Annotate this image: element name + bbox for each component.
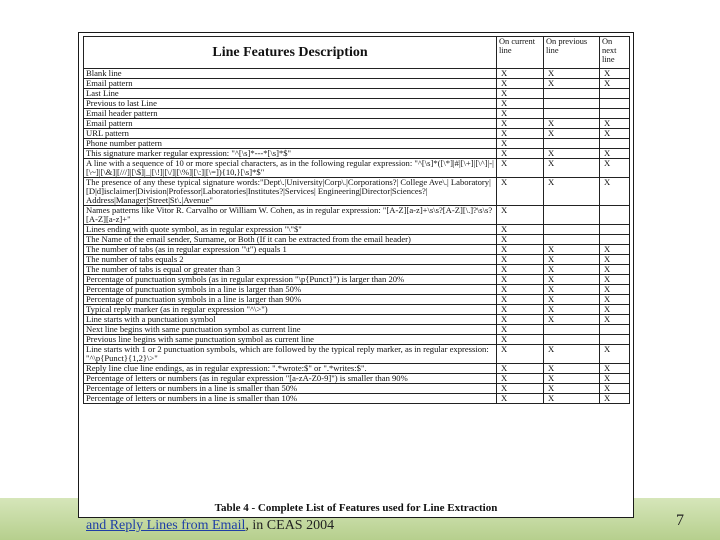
next-line-cell: X <box>600 364 630 374</box>
next-line-cell <box>600 206 630 225</box>
current-line-cell: X <box>497 159 544 178</box>
table-row <box>84 225 630 235</box>
previous-line-cell <box>544 139 600 149</box>
next-line-cell: X <box>600 394 630 404</box>
next-line-cell: X <box>600 255 630 265</box>
feature-cell: The presence of any these typical signature words:"Dept\.|University|Corp\.|Corporations?| College Ave\.| Laboratory|[D|d]isclaimer|Division|Professor|Laboratories|Institutes?|Services| Engineering|Director|Sciences?| Address|Manager|Street|St\.|Avenue" <box>84 178 497 206</box>
previous-line-cell <box>544 335 600 345</box>
table-caption: Table 4 - Complete List of Features used for Line Extraction <box>214 502 498 514</box>
table-row <box>84 99 630 109</box>
column-header-next: On next line <box>600 37 630 69</box>
table-row <box>84 159 630 178</box>
table-row <box>84 109 630 119</box>
table-row <box>84 305 630 315</box>
previous-line-cell: X <box>544 255 600 265</box>
current-line-cell: X <box>497 285 544 295</box>
previous-line-cell: X <box>544 129 600 139</box>
citation-link[interactable]: and Reply Lines from Email <box>86 518 246 533</box>
current-line-cell: X <box>497 129 544 139</box>
table-row <box>84 364 630 374</box>
feature-cell: Previous to last Line <box>84 99 497 109</box>
feature-cell: Phone number pattern <box>84 139 497 149</box>
next-line-cell <box>600 335 630 345</box>
table-row <box>84 325 630 335</box>
current-line-cell: X <box>497 305 544 315</box>
previous-line-cell: X <box>544 374 600 384</box>
next-line-cell <box>600 325 630 335</box>
current-line-cell: X <box>497 384 544 394</box>
previous-line-cell <box>544 325 600 335</box>
previous-line-cell: X <box>544 295 600 305</box>
current-line-cell: X <box>497 255 544 265</box>
column-header-current: On current line <box>497 37 544 69</box>
current-line-cell: X <box>497 235 544 245</box>
previous-line-cell <box>544 206 600 225</box>
next-line-cell: X <box>600 69 630 79</box>
next-line-cell: X <box>600 345 630 364</box>
next-line-cell <box>600 235 630 245</box>
next-line-cell: X <box>600 178 630 206</box>
current-line-cell: X <box>497 99 544 109</box>
previous-line-cell <box>544 99 600 109</box>
current-line-cell: X <box>497 374 544 384</box>
table-header-row <box>84 37 630 69</box>
feature-cell: Reply line clue line endings, as in regular expression: ".*wrote:$" or ".*writes:$". <box>84 364 497 374</box>
features-table <box>83 36 630 404</box>
next-line-cell: X <box>600 149 630 159</box>
feature-cell: The Name of the email sender, Surname, or Both (If it can be extracted from the email header) <box>84 235 497 245</box>
current-line-cell: X <box>497 245 544 255</box>
table-row <box>84 384 630 394</box>
table-row <box>84 129 630 139</box>
next-line-cell: X <box>600 245 630 255</box>
feature-cell: Next line begins with same punctuation symbol as current line <box>84 325 497 335</box>
feature-cell: Email pattern <box>84 119 497 129</box>
table-row <box>84 315 630 325</box>
previous-line-cell <box>544 109 600 119</box>
next-line-cell <box>600 89 630 99</box>
feature-cell: Percentage of punctuation symbols in a line is larger than 90% <box>84 295 497 305</box>
current-line-cell: X <box>497 345 544 364</box>
next-line-cell <box>600 139 630 149</box>
current-line-cell: X <box>497 109 544 119</box>
current-line-cell: X <box>497 364 544 374</box>
next-line-cell: X <box>600 275 630 285</box>
feature-cell: Percentage of letters or numbers in a line is smaller than 10% <box>84 394 497 404</box>
current-line-cell: X <box>497 295 544 305</box>
previous-line-cell: X <box>544 245 600 255</box>
feature-cell: Email header pattern <box>84 109 497 119</box>
previous-line-cell: X <box>544 384 600 394</box>
table-row <box>84 149 630 159</box>
current-line-cell: X <box>497 206 544 225</box>
feature-cell: Blank line <box>84 69 497 79</box>
previous-line-cell <box>544 235 600 245</box>
table-title: Line Features Description <box>84 37 497 69</box>
current-line-cell: X <box>497 335 544 345</box>
next-line-cell: X <box>600 384 630 394</box>
previous-line-cell: X <box>544 285 600 295</box>
previous-line-cell: X <box>544 119 600 129</box>
table-row <box>84 89 630 99</box>
feature-cell: Percentage of punctuation symbols (as in regular expression "\p{Punct}") is larger than 20% <box>84 275 497 285</box>
table-row <box>84 345 630 364</box>
next-line-cell: X <box>600 315 630 325</box>
current-line-cell: X <box>497 149 544 159</box>
feature-cell: Typical reply marker (as in regular expression "^\>") <box>84 305 497 315</box>
feature-cell: The number of tabs (as in regular expression "\t") equals 1 <box>84 245 497 255</box>
current-line-cell: X <box>497 265 544 275</box>
table-row <box>84 275 630 285</box>
next-line-cell: X <box>600 129 630 139</box>
previous-line-cell: X <box>544 265 600 275</box>
current-line-cell: X <box>497 119 544 129</box>
previous-line-cell: X <box>544 149 600 159</box>
next-line-cell <box>600 109 630 119</box>
next-line-cell: X <box>600 305 630 315</box>
feature-cell: Names patterns like Vitor R. Carvalho or William W. Cohen, as in regular expression: "[A-Z][a-z]+\s\s?[A-Z][\.]?\s\s?[A-Z][a-z]+" <box>84 206 497 225</box>
table-row <box>84 374 630 384</box>
feature-cell: Lines ending with quote symbol, as in regular expression "\"$" <box>84 225 497 235</box>
feature-cell: URL pattern <box>84 129 497 139</box>
current-line-cell: X <box>497 225 544 235</box>
table-row <box>84 335 630 345</box>
current-line-cell: X <box>497 89 544 99</box>
current-line-cell: X <box>497 79 544 89</box>
previous-line-cell: X <box>544 364 600 374</box>
table-row <box>84 235 630 245</box>
feature-cell: Percentage of punctuation symbols in a line is larger than 50% <box>84 285 497 295</box>
previous-line-cell: X <box>544 178 600 206</box>
current-line-cell: X <box>497 275 544 285</box>
table-row <box>84 255 630 265</box>
next-line-cell: X <box>600 374 630 384</box>
current-line-cell: X <box>497 178 544 206</box>
feature-cell: Line starts with 1 or 2 punctuation symbols, which are followed by the typical reply marker, as in regular expression: "^\p{Punct}{1,2}\>" <box>84 345 497 364</box>
feature-cell: This signature marker regular expression: "^[\s]*---*[\s]*$" <box>84 149 497 159</box>
next-line-cell: X <box>600 119 630 129</box>
table-row <box>84 119 630 129</box>
table-row <box>84 285 630 295</box>
table-body <box>84 69 630 404</box>
previous-line-cell: X <box>544 69 600 79</box>
next-line-cell: X <box>600 79 630 89</box>
next-line-cell <box>600 225 630 235</box>
feature-cell: Percentage of letters or numbers (as in regular expression "[a-zA-Z0-9]") is smaller than 90% <box>84 374 497 384</box>
previous-line-cell: X <box>544 345 600 364</box>
current-line-cell: X <box>497 325 544 335</box>
previous-line-cell: X <box>544 305 600 315</box>
feature-cell: Previous line begins with same punctuation symbol as current line <box>84 335 497 345</box>
column-header-previous: On previous line <box>544 37 600 69</box>
current-line-cell: X <box>497 394 544 404</box>
document-figure <box>78 32 634 518</box>
feature-cell: Percentage of letters or numbers in a line is smaller than 50% <box>84 384 497 394</box>
feature-cell: The number of tabs is equal or greater than 3 <box>84 265 497 275</box>
table-row <box>84 245 630 255</box>
citation-suffix: , in CEAS 2004 <box>245 518 335 533</box>
table-row <box>84 178 630 206</box>
table-row <box>84 394 630 404</box>
feature-cell: A line with a sequence of 10 or more special characters, as in the following regular expression: "^[\s]*([\*]|#|[\+]|[\^]|-|[\~]|[\&]|[///]|[\$]|_|[\!]|[\/]|[\%]|[\:]|[\=]){10,}[\s]*$" <box>84 159 497 178</box>
current-line-cell: X <box>497 139 544 149</box>
previous-line-cell: X <box>544 275 600 285</box>
next-line-cell: X <box>600 285 630 295</box>
table-row <box>84 206 630 225</box>
table-row <box>84 265 630 275</box>
table-row <box>84 79 630 89</box>
feature-cell: Line starts with a punctuation symbol <box>84 315 497 325</box>
next-line-cell <box>600 99 630 109</box>
previous-line-cell: X <box>544 394 600 404</box>
previous-line-cell <box>544 89 600 99</box>
feature-cell: The number of tabs equals 2 <box>84 255 497 265</box>
table-row <box>84 139 630 149</box>
current-line-cell: X <box>497 315 544 325</box>
table-row <box>84 69 630 79</box>
table-row <box>84 295 630 305</box>
slide-number: 7 <box>676 512 684 529</box>
feature-cell: Last Line <box>84 89 497 99</box>
previous-line-cell: X <box>544 315 600 325</box>
feature-cell: Email pattern <box>84 79 497 89</box>
next-line-cell: X <box>600 159 630 178</box>
next-line-cell: X <box>600 265 630 275</box>
previous-line-cell <box>544 225 600 235</box>
current-line-cell: X <box>497 69 544 79</box>
previous-line-cell: X <box>544 159 600 178</box>
previous-line-cell: X <box>544 79 600 89</box>
next-line-cell: X <box>600 295 630 305</box>
